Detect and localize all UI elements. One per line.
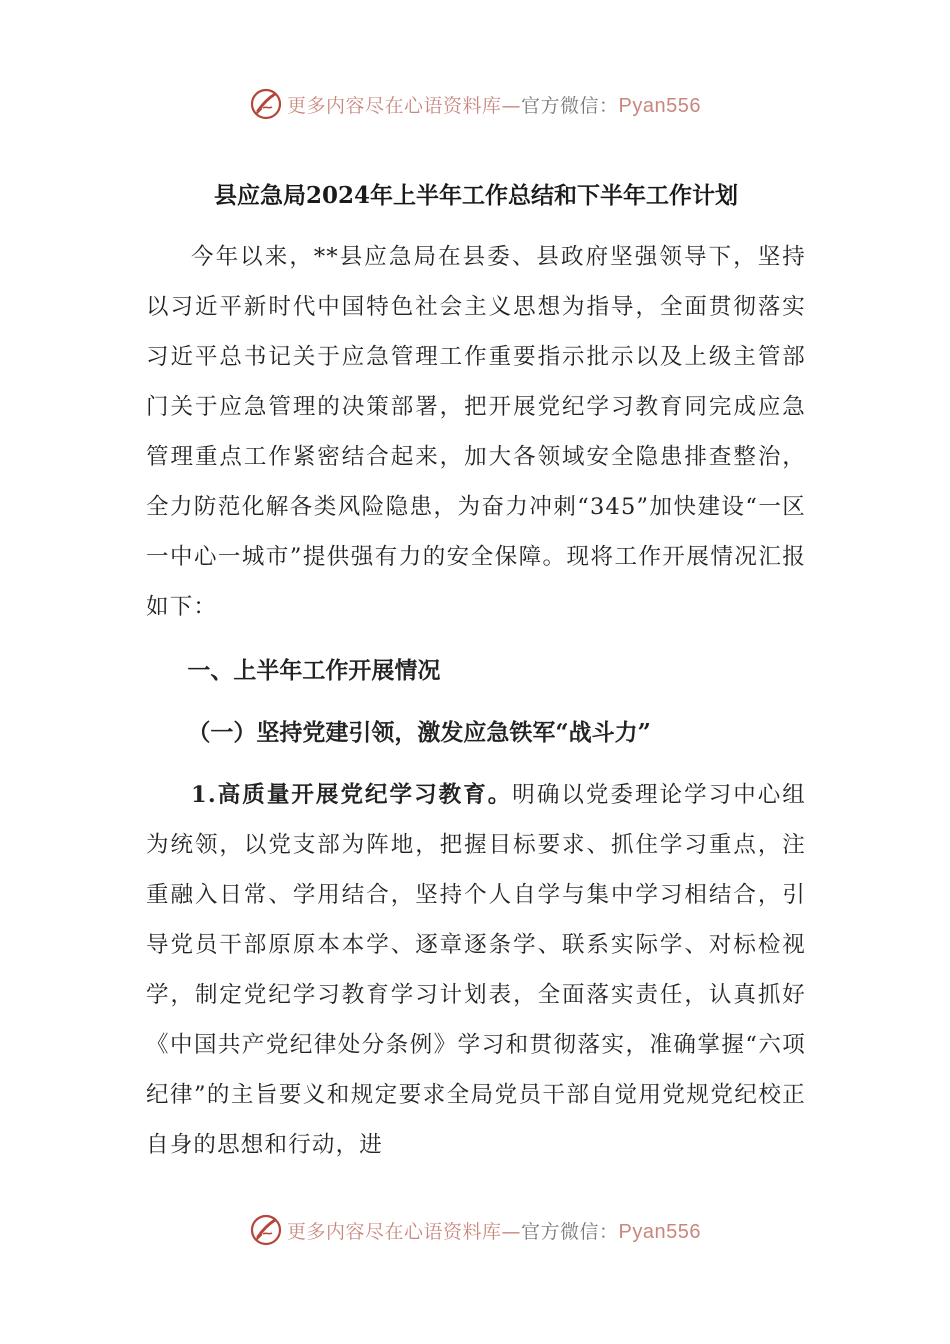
watermark-footer — [0, 1210, 950, 1250]
intro-paragraph: 今年以来，**县应急局在县委、县政府坚强领导下，坚持以习近平新时代中国特色社会主义思想为指导，全面贯彻落实习近平总书记关于应急管理工作重要指示批示以及上级主管部门关于应急管理的决策部署，把开展党纪学习教育同完成应急管理重点工作紧密结合起来，加大各领域安全隐患排查整治，全力防范化解各类风险隐患，为奋力冲刺“345”加快建设“一区一中心一城市”提供强有力的安全保障。现将工作开展情况汇报如下： — [146, 244, 806, 620]
pen-logo-icon — [249, 87, 283, 121]
document-body — [146, 168, 806, 1170]
pen-logo-icon — [249, 1213, 283, 1247]
watermark-text: 更多内容尽在心语资料库—官方微信：Pyan556 — [287, 94, 701, 117]
section-heading: 一、上半年工作开展情况 — [187, 657, 441, 684]
document-title: 县应急局2024年上半年工作总结和下半年工作计划 — [213, 182, 738, 209]
watermark-text: 更多内容尽在心语资料库—官方微信：Pyan556 — [287, 1220, 701, 1243]
item-paragraph — [146, 770, 806, 1170]
item-body: 明确以党委理论学习中心组为统领，以党支部为阵地，把握目标要求、抓住学习重点，注重融入日常、学用结合，坚持个人自学与集中学习相结合，引导党员干部原原本本学、逐章逐条学、联系实际学、对标检视学，制定党纪学习教育学习计划表，全面落实责任，认真抓好《中国共产党纪律处分条例》学习和贯彻落实，准确掌握“六项纪律”的主旨要义和规定要求全局党员干部自觉用党规党纪校正自身的思想和行动，进 — [146, 782, 807, 1158]
subsection-heading: （一）坚持党建引领，激发应急铁军“战斗力” — [187, 719, 651, 746]
item-lead: 1.高质量开展党纪学习教育。 — [191, 782, 513, 808]
watermark-header — [0, 84, 950, 124]
